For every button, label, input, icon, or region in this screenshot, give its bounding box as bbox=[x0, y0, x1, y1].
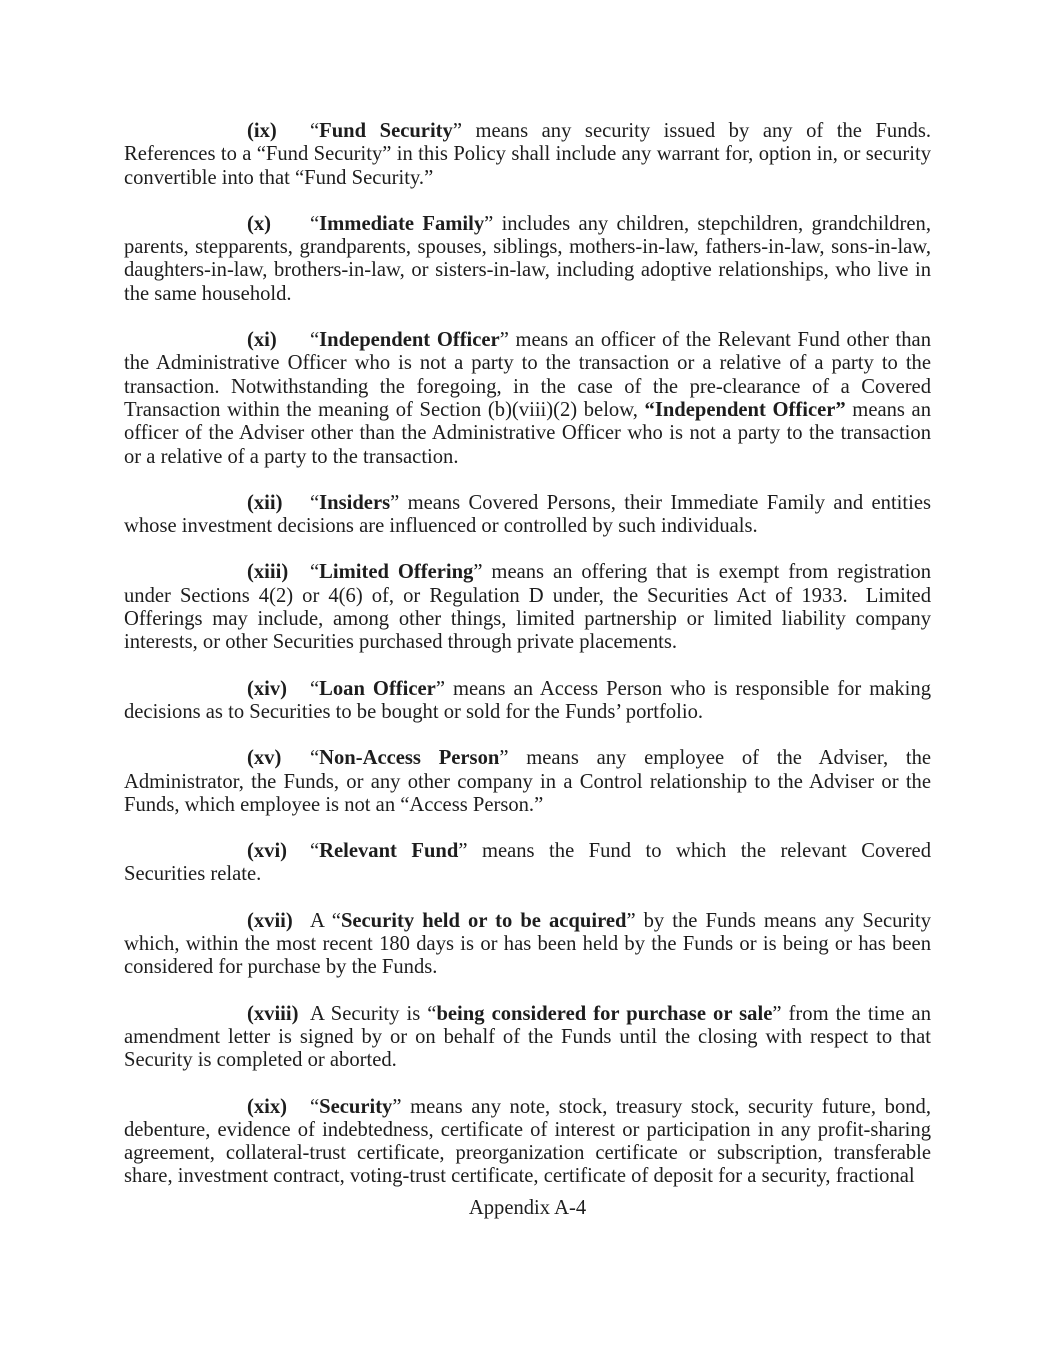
definition-text bbox=[124, 120, 931, 189]
text-run: ” means any note, stock, treasury stock, security future, bond, debenture, evidence of indebtedness, certificate of interest or participation in any profit-sharing agreement, collateral-trust certificate, preorganization certificate or subscription, transferable share, investment contract, voting-trust certificate, certificate of deposit for a security, fractional bbox=[124, 1095, 931, 1188]
text-run: “ bbox=[310, 120, 320, 142]
defined-term: Insiders bbox=[319, 491, 391, 514]
definition-text bbox=[124, 747, 931, 816]
text-run: ” means any security issued by any of the Funds. References to a “Fund Security” in this Policy shall include any warrant for, option in, or security convertible into that “Fund Security.” bbox=[124, 120, 931, 189]
defined-term: Security bbox=[319, 1095, 393, 1118]
definition-text bbox=[124, 329, 931, 467]
definition-text bbox=[124, 1003, 931, 1072]
defined-term: Loan Officer bbox=[319, 677, 436, 700]
text-run: ” means any employee of the Adviser, the Administrator, the Funds, or any other company in a Control relationship to the Adviser or the Funds, which employee is not an “Access Person.” bbox=[124, 747, 932, 816]
defined-term: Independent Officer bbox=[319, 329, 500, 352]
definition-number: (xviii) bbox=[247, 1002, 299, 1025]
definition-number: (xv) bbox=[247, 747, 282, 770]
definition-number: (xiv) bbox=[247, 677, 288, 700]
definition-text bbox=[124, 1096, 931, 1188]
defined-term: being considered for purchase or sale bbox=[436, 1002, 773, 1025]
definition-number: (x) bbox=[247, 212, 272, 235]
text-run: “ bbox=[310, 747, 320, 770]
text-run: “ bbox=[310, 491, 320, 514]
definition-text bbox=[124, 678, 931, 723]
definition-text bbox=[124, 561, 931, 653]
defined-term: Limited Offering bbox=[319, 561, 474, 584]
defined-term: “Independent Officer” bbox=[644, 398, 846, 421]
text-run: “ bbox=[310, 1095, 320, 1118]
text-run: ” means an Access Person who is responsible for making decisions as to Securities to be bought or sold for the Funds’ portfolio. bbox=[124, 677, 932, 723]
text-run: “ bbox=[310, 212, 320, 235]
defined-term: Non-Access Person bbox=[319, 747, 500, 770]
text-run: ” means Covered Persons, their Immediate Family and entities whose investment decisions are influenced or controlled by such individuals. bbox=[124, 491, 931, 538]
defined-term: Fund Security bbox=[319, 120, 453, 142]
definition-number: (xii) bbox=[247, 491, 283, 514]
definition-number: (ix) bbox=[247, 120, 277, 142]
text-run: ” by the Funds means any Security which, within the most recent 180 days is or has been held by the Funds or is being or has been considered for purchase by the Funds. bbox=[124, 909, 931, 979]
text-run: “ bbox=[310, 677, 320, 700]
definition-paragraph-xiv bbox=[124, 678, 931, 725]
definition-number: (xvii) bbox=[247, 909, 293, 932]
definition-text bbox=[124, 492, 931, 537]
definition-paragraph-xviii bbox=[124, 1003, 931, 1073]
defined-term: Security held or to be acquired bbox=[340, 909, 627, 932]
text-run: “ bbox=[310, 561, 320, 584]
definition-paragraph-x bbox=[124, 213, 931, 306]
text-run: A Security is “ bbox=[310, 1002, 437, 1025]
text-run: A “ bbox=[310, 909, 341, 932]
page-footer: Appendix A-4 bbox=[468, 1197, 587, 1219]
definition-text bbox=[124, 213, 931, 305]
text-run: means an officer of the Adviser other than the Administrative Officer who is not a party to the transaction or a relative of a party to the transaction. bbox=[124, 398, 931, 468]
definition-paragraph-ix bbox=[124, 120, 931, 190]
text-run: ” means the Fund to which the relevant Covered Securities relate. bbox=[124, 840, 931, 886]
text-run: ” from the time an amendment letter is signed by or on behalf of the Funds until the closing with respect to that Security is completed or aborted. bbox=[124, 1002, 931, 1072]
definition-paragraph-xi bbox=[124, 329, 931, 469]
definition-text bbox=[124, 840, 931, 885]
definition-paragraph-xv bbox=[124, 747, 931, 817]
definition-number: (xix) bbox=[247, 1095, 288, 1118]
definition-number: (xiii) bbox=[247, 561, 289, 584]
text-run: “ bbox=[310, 329, 320, 352]
definition-paragraph-xii bbox=[124, 492, 931, 539]
definition-number: (xi) bbox=[247, 329, 277, 352]
definition-paragraph-xvi bbox=[124, 840, 931, 887]
definition-paragraph-xvii bbox=[124, 910, 931, 980]
text-run: ” means an officer of the Relevant Fund other than the Administrative Officer who is not a party to the transaction or a relative of a party to the transaction. Notwithstanding the foregoing, in the case of the pre-clearance of a Covered Transaction within the meaning of Section (b)(viii)(2) below, bbox=[124, 329, 931, 421]
text-run: ” includes any children, stepchildren, grandchildren, parents, stepparents, grandparents, spouses, siblings, mothers-in-law, fathers-in-law, sons-in-law, daughters-in-law, brothers-in-law, or sisters-in-law, including adoptive relationships, who live in the same household. bbox=[124, 212, 932, 305]
definition-text bbox=[124, 910, 931, 979]
definition-paragraph-xix bbox=[124, 1096, 931, 1189]
text-run: ” means an offering that is exempt from registration under Sections 4(2) or 4(6) of, or Regulation D under, the Securities Act of 1933. Limited Offerings may include, among other things, limited partnership or limited liability company interests, or other Securities purchased through private placements. bbox=[124, 561, 932, 654]
text-run: “ bbox=[310, 840, 320, 863]
defined-term: Relevant Fund bbox=[319, 840, 459, 863]
definition-number: (xvi) bbox=[247, 840, 288, 863]
defined-term: Immediate Family bbox=[319, 212, 485, 235]
definition-paragraph-xiii bbox=[124, 561, 931, 654]
